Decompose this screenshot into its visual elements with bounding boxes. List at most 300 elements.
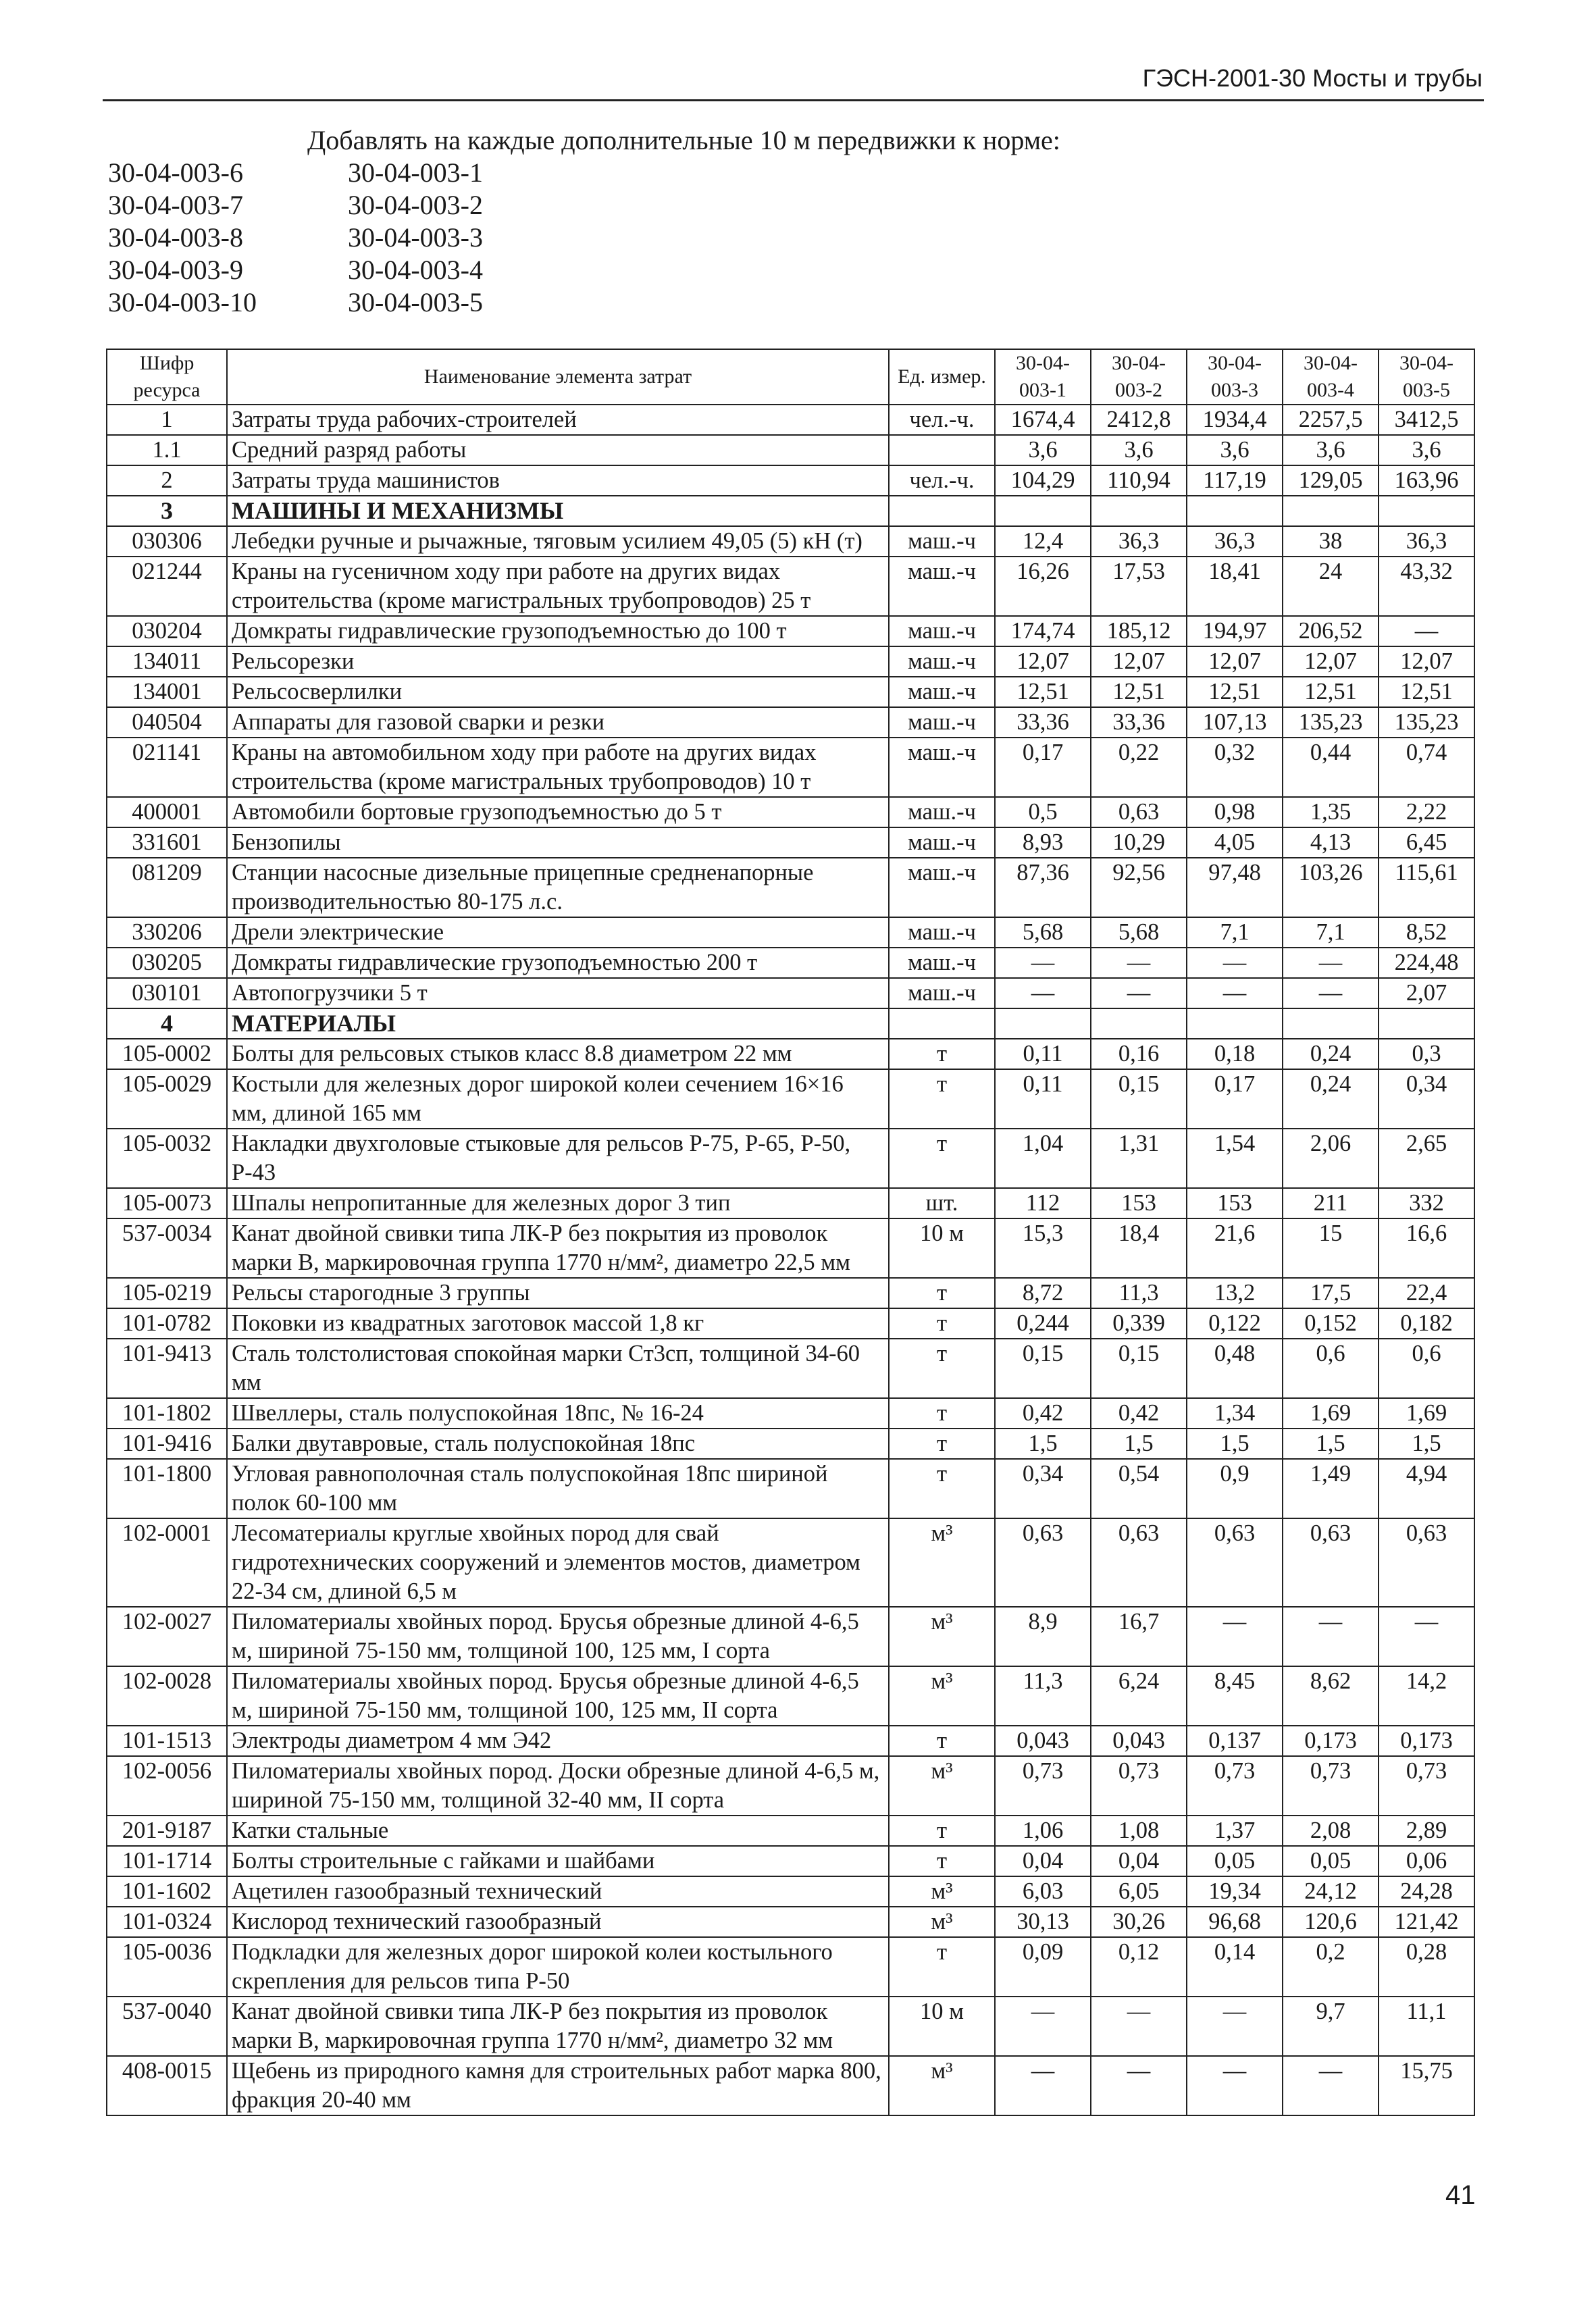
norm-value-5: 2,07: [1379, 978, 1474, 1008]
table-row: [107, 465, 1474, 496]
norm-value-5: 0,6: [1379, 1339, 1474, 1398]
norm-value-5: 8,52: [1379, 917, 1474, 948]
mapping-base: 30-04-003-5: [348, 287, 483, 317]
cost-element-name: Швеллеры, сталь полуспокойная 18пс, № 16-24: [227, 1398, 889, 1429]
norm-value-1: 0,42: [995, 1398, 1091, 1429]
norm-value-1: 0,5: [995, 797, 1091, 827]
table-row: [107, 405, 1474, 435]
norm-value-3: 4,05: [1187, 827, 1283, 858]
norm-value-3: 36,3: [1187, 526, 1283, 557]
norm-value-1: 30,13: [995, 1907, 1091, 1937]
resource-code: 030204: [107, 616, 227, 646]
norm-value-5: 3,6: [1379, 435, 1474, 465]
resource-code: 105-0036: [107, 1937, 227, 1997]
mapping-code: 30-04-003-9: [108, 255, 243, 285]
norm-value-1: 104,29: [995, 465, 1091, 496]
norm-value-3: 194,97: [1187, 616, 1283, 646]
resource-code: 408-0015: [107, 2056, 227, 2115]
unit-cell: маш.-ч: [889, 858, 995, 917]
norm-value-1: 0,04: [995, 1846, 1091, 1876]
norm-value-3: —: [1187, 948, 1283, 978]
resource-code: 021244: [107, 557, 227, 616]
cost-element-name: Рельсорезки: [227, 646, 889, 677]
unit-cell: маш.-ч: [889, 557, 995, 616]
norm-value-2: 185,12: [1091, 616, 1187, 646]
norm-value-1: —: [995, 1997, 1091, 2056]
intro-text: Добавлять на каждые дополнительные 10 м передвижки к норме:: [307, 125, 1060, 155]
norm-value-5: 12,07: [1379, 646, 1474, 677]
norm-value-4: 103,26: [1283, 858, 1379, 917]
norm-value-4: 0,63: [1283, 1518, 1379, 1607]
resource-code: 4: [107, 1008, 227, 1039]
norm-value-4: 211: [1283, 1188, 1379, 1218]
unit-cell: т: [889, 1278, 995, 1308]
mapping-row: [108, 286, 483, 318]
resource-code: 101-1802: [107, 1398, 227, 1429]
cost-element-name: Рельсосверлилки: [227, 677, 889, 707]
section-row: [107, 496, 1474, 526]
resource-code: 101-0324: [107, 1907, 227, 1937]
resource-code: 102-0001: [107, 1518, 227, 1607]
unit-cell: м³: [889, 1756, 995, 1816]
mapping-row: [108, 189, 483, 221]
table-row: [107, 1278, 1474, 1308]
norm-value-3: 117,19: [1187, 465, 1283, 496]
norm-value-1: —: [995, 978, 1091, 1008]
cost-element-name: Болты строительные с гайками и шайбами: [227, 1846, 889, 1876]
norm-value-3: [1187, 1008, 1283, 1039]
norm-value-1: 12,51: [995, 677, 1091, 707]
cost-element-name: Средний разряд работы: [227, 435, 889, 465]
norm-value-2: 92,56: [1091, 858, 1187, 917]
cost-element-name: Электроды диаметром 4 мм Э42: [227, 1726, 889, 1756]
resource-code: 331601: [107, 827, 227, 858]
norm-value-3: 19,34: [1187, 1876, 1283, 1907]
cost-element-name: Кислород технический газообразный: [227, 1907, 889, 1937]
norm-value-1: —: [995, 2056, 1091, 2115]
norm-value-1: 1,06: [995, 1816, 1091, 1846]
header-code: Шифр ресурса: [107, 349, 227, 405]
unit-cell: чел.-ч.: [889, 405, 995, 435]
unit-cell: т: [889, 1398, 995, 1429]
norm-value-4: 17,5: [1283, 1278, 1379, 1308]
unit-cell: т: [889, 1069, 995, 1129]
norm-value-2: 12,07: [1091, 646, 1187, 677]
resource-code: 330206: [107, 917, 227, 948]
norm-value-4: —: [1283, 948, 1379, 978]
norm-value-2: 0,16: [1091, 1039, 1187, 1069]
norm-value-4: 3,6: [1283, 435, 1379, 465]
norm-value-4: 206,52: [1283, 616, 1379, 646]
mapping-row: [108, 222, 483, 253]
norm-value-5: 224,48: [1379, 948, 1474, 978]
cost-element-name: Лесоматериалы круглые хвойных пород для свай гидротехнических сооружений и элементов мостов, диаметром 22-34 см, длиной 6,5 м: [227, 1518, 889, 1607]
norm-value-4: 0,173: [1283, 1726, 1379, 1756]
norm-value-4: 24: [1283, 557, 1379, 616]
unit-cell: маш.-ч: [889, 646, 995, 677]
norm-value-3: 8,45: [1187, 1666, 1283, 1726]
table-row: [107, 1907, 1474, 1937]
norm-value-5: 14,2: [1379, 1666, 1474, 1726]
norm-value-2: 0,04: [1091, 1846, 1187, 1876]
section-row: [107, 1008, 1474, 1039]
norm-value-5: 16,6: [1379, 1218, 1474, 1278]
mapping-code: 30-04-003-6: [108, 157, 243, 188]
norm-value-4: 1,49: [1283, 1459, 1379, 1518]
norm-value-2: 6,05: [1091, 1876, 1187, 1907]
header-rule: [103, 99, 1484, 101]
resource-code: 201-9187: [107, 1816, 227, 1846]
norm-value-3: 1,34: [1187, 1398, 1283, 1429]
unit-cell: шт.: [889, 1188, 995, 1218]
unit-cell: м³: [889, 2056, 995, 2115]
norm-value-3: 0,73: [1187, 1756, 1283, 1816]
norm-value-2: —: [1091, 2056, 1187, 2115]
cost-element-name: Станции насосные дизельные прицепные средненапорные производительностью 80-175 л.с.: [227, 858, 889, 917]
mapping-code: 30-04-003-7: [108, 190, 243, 220]
norm-value-2: 0,63: [1091, 797, 1187, 827]
norm-value-1: 0,17: [995, 738, 1091, 797]
norm-value-5: 0,3: [1379, 1039, 1474, 1069]
resource-code: 101-1602: [107, 1876, 227, 1907]
norm-value-2: 0,15: [1091, 1339, 1187, 1398]
cost-element-name: МАТЕРИАЛЫ: [227, 1008, 889, 1039]
resource-code: 101-0782: [107, 1308, 227, 1339]
norm-value-1: 1,04: [995, 1129, 1091, 1188]
table-row: [107, 797, 1474, 827]
norm-value-5: 0,73: [1379, 1756, 1474, 1816]
norm-value-2: [1091, 1008, 1187, 1039]
norm-value-1: 0,34: [995, 1459, 1091, 1518]
resource-code: 030306: [107, 526, 227, 557]
cost-element-name: Ацетилен газообразный технический: [227, 1876, 889, 1907]
norm-value-5: 3412,5: [1379, 405, 1474, 435]
norm-value-3: 13,2: [1187, 1278, 1283, 1308]
unit-cell: маш.-ч: [889, 948, 995, 978]
resource-code: 105-0029: [107, 1069, 227, 1129]
unit-cell: т: [889, 1459, 995, 1518]
norm-value-4: 7,1: [1283, 917, 1379, 948]
table-row: [107, 1429, 1474, 1459]
unit-cell: 10 м: [889, 1997, 995, 2056]
unit-cell: маш.-ч: [889, 526, 995, 557]
norm-value-5: 6,45: [1379, 827, 1474, 858]
norm-value-3: 0,63: [1187, 1518, 1283, 1607]
table-row: [107, 1069, 1474, 1129]
norm-value-3: —: [1187, 978, 1283, 1008]
norm-value-2: 0,22: [1091, 738, 1187, 797]
unit-cell: маш.-ч: [889, 677, 995, 707]
running-header: ГЭСН-2001-30 Мосты и трубы: [1142, 64, 1483, 92]
resource-code: 021141: [107, 738, 227, 797]
table-row: [107, 616, 1474, 646]
norm-value-3: 12,07: [1187, 646, 1283, 677]
cost-element-name: Краны на автомобильном ходу при работе на других видах строительства (кроме магистральных трубопроводов) 10 т: [227, 738, 889, 797]
norm-value-1: 0,73: [995, 1756, 1091, 1816]
norm-value-5: 2,65: [1379, 1129, 1474, 1188]
norm-value-4: 0,6: [1283, 1339, 1379, 1398]
norm-value-1: 112: [995, 1188, 1091, 1218]
norm-value-1: 16,26: [995, 557, 1091, 616]
unit-cell: маш.-ч: [889, 738, 995, 797]
resource-code: 081209: [107, 858, 227, 917]
resource-code: 3: [107, 496, 227, 526]
resource-code: 134011: [107, 646, 227, 677]
unit-cell: чел.-ч.: [889, 465, 995, 496]
resource-code: 2: [107, 465, 227, 496]
norm-value-4: 0,24: [1283, 1069, 1379, 1129]
resource-code: 134001: [107, 677, 227, 707]
cost-element-name: Краны на гусеничном ходу при работе на других видах строительства (кроме магистральных трубопроводов) 25 т: [227, 557, 889, 616]
cost-element-name: Балки двутавровые, сталь полуспокойная 18пс: [227, 1429, 889, 1459]
table-row: [107, 1816, 1474, 1846]
norm-value-5: 12,51: [1379, 677, 1474, 707]
norm-value-2: —: [1091, 948, 1187, 978]
cost-element-name: Затраты труда рабочих-строителей: [227, 405, 889, 435]
norm-value-2: 0,63: [1091, 1518, 1187, 1607]
norm-value-3: 21,6: [1187, 1218, 1283, 1278]
norm-value-5: 36,3: [1379, 526, 1474, 557]
cost-element-name: Подкладки для железных дорог широкой колеи костыльного скрепления для рельсов типа Р-50: [227, 1937, 889, 1997]
table-row: [107, 707, 1474, 738]
norm-value-4: 38: [1283, 526, 1379, 557]
norm-value-2: 5,68: [1091, 917, 1187, 948]
norm-value-2: 11,3: [1091, 1278, 1187, 1308]
norm-value-1: [995, 1008, 1091, 1039]
table-row: [107, 1129, 1474, 1188]
mapping-base: 30-04-003-4: [348, 255, 483, 285]
norm-value-5: 0,28: [1379, 1937, 1474, 1997]
resource-code: 105-0002: [107, 1039, 227, 1069]
norm-value-4: —: [1283, 2056, 1379, 2115]
resource-code: 105-0219: [107, 1278, 227, 1308]
norm-value-5: 135,23: [1379, 707, 1474, 738]
cost-element-name: Домкраты гидравлические грузоподъемностью до 100 т: [227, 616, 889, 646]
norm-value-2: 2412,8: [1091, 405, 1187, 435]
resource-code: 1.1: [107, 435, 227, 465]
norm-value-1: 0,11: [995, 1039, 1091, 1069]
norm-value-1: 15,3: [995, 1218, 1091, 1278]
table-row: [107, 1339, 1474, 1398]
norm-value-4: 1,35: [1283, 797, 1379, 827]
norm-value-4: —: [1283, 978, 1379, 1008]
norm-value-5: —: [1379, 1607, 1474, 1666]
norm-value-4: 9,7: [1283, 1997, 1379, 2056]
cost-element-name: Рельсы старогодные 3 группы: [227, 1278, 889, 1308]
norm-value-1: 87,36: [995, 858, 1091, 917]
unit-cell: м³: [889, 1607, 995, 1666]
norm-value-2: 36,3: [1091, 526, 1187, 557]
unit-cell: м³: [889, 1666, 995, 1726]
resource-code: 105-0032: [107, 1129, 227, 1188]
norm-value-5: 0,173: [1379, 1726, 1474, 1756]
norm-value-1: 0,15: [995, 1339, 1091, 1398]
resource-code: 400001: [107, 797, 227, 827]
norm-value-2: 18,4: [1091, 1218, 1187, 1278]
norm-value-3: 0,05: [1187, 1846, 1283, 1876]
resource-code: 030205: [107, 948, 227, 978]
norm-value-4: 2,08: [1283, 1816, 1379, 1846]
norm-value-5: —: [1379, 616, 1474, 646]
header-name: Наименование элемента затрат: [227, 349, 889, 405]
norm-value-4: [1283, 1008, 1379, 1039]
unit-cell: т: [889, 1039, 995, 1069]
cost-element-name: Автопогрузчики 5 т: [227, 978, 889, 1008]
norm-value-5: 2,22: [1379, 797, 1474, 827]
norm-value-3: 153: [1187, 1188, 1283, 1218]
norm-value-4: 1,5: [1283, 1429, 1379, 1459]
norm-value-4: 12,07: [1283, 646, 1379, 677]
header-norm-4: 30-04-003-4: [1283, 349, 1379, 405]
table-row: [107, 1846, 1474, 1876]
norm-value-1: —: [995, 948, 1091, 978]
resource-code: 1: [107, 405, 227, 435]
cost-element-name: Щебень из природного камня для строительных работ марка 800, фракция 20-40 мм: [227, 2056, 889, 2115]
norm-value-3: 0,98: [1187, 797, 1283, 827]
unit-cell: [889, 1008, 995, 1039]
norm-value-3: —: [1187, 1607, 1283, 1666]
norm-value-2: 0,043: [1091, 1726, 1187, 1756]
norm-value-2: 0,339: [1091, 1308, 1187, 1339]
unit-cell: т: [889, 1726, 995, 1756]
norm-value-1: 8,9: [995, 1607, 1091, 1666]
norm-value-2: 153: [1091, 1188, 1187, 1218]
resource-code: 040504: [107, 707, 227, 738]
header-norm-3: 30-04-003-3: [1187, 349, 1283, 405]
resource-code: 537-0034: [107, 1218, 227, 1278]
mapping-base: 30-04-003-3: [348, 222, 483, 253]
unit-cell: т: [889, 1846, 995, 1876]
unit-cell: т: [889, 1308, 995, 1339]
norm-value-1: 0,09: [995, 1937, 1091, 1997]
cost-element-name: Автомобили бортовые грузоподъемностью до 5 т: [227, 797, 889, 827]
norm-value-3: [1187, 496, 1283, 526]
table-row: [107, 978, 1474, 1008]
table-row: [107, 738, 1474, 797]
norm-value-2: 12,51: [1091, 677, 1187, 707]
norm-value-3: 1,5: [1187, 1429, 1283, 1459]
cost-element-name: Пиломатериалы хвойных пород. Доски обрезные длиной 4-6,5 м, шириной 75-150 мм, толщиной 32-40 мм, II сорта: [227, 1756, 889, 1816]
table-row: [107, 677, 1474, 707]
norm-value-3: 1934,4: [1187, 405, 1283, 435]
norm-value-4: 135,23: [1283, 707, 1379, 738]
norm-value-5: 1,69: [1379, 1398, 1474, 1429]
resource-code: 030101: [107, 978, 227, 1008]
norm-value-5: 163,96: [1379, 465, 1474, 496]
cost-element-name: Канат двойной свивки типа ЛК-Р без покрытия из проволок марки В, маркировочная группа 1770 н/мм², диаметро 32 мм: [227, 1997, 889, 2056]
norm-value-5: 4,94: [1379, 1459, 1474, 1518]
norm-value-5: 43,32: [1379, 557, 1474, 616]
resource-code: 105-0073: [107, 1188, 227, 1218]
resource-table: [106, 349, 1475, 2116]
resource-code: 537-0040: [107, 1997, 227, 2056]
norm-value-5: 0,06: [1379, 1846, 1474, 1876]
resource-code: 101-1800: [107, 1459, 227, 1518]
resource-code: 102-0027: [107, 1607, 227, 1666]
norm-value-4: 0,44: [1283, 738, 1379, 797]
norm-value-4: 0,152: [1283, 1308, 1379, 1339]
cost-element-name: Дрели электрические: [227, 917, 889, 948]
norm-value-3: 7,1: [1187, 917, 1283, 948]
norm-value-1: 5,68: [995, 917, 1091, 948]
mapping-base: 30-04-003-1: [348, 157, 483, 188]
table-row: [107, 1666, 1474, 1726]
table-row: [107, 917, 1474, 948]
norm-value-3: 0,32: [1187, 738, 1283, 797]
unit-cell: маш.-ч: [889, 797, 995, 827]
norm-value-1: 1,5: [995, 1429, 1091, 1459]
norm-value-3: 1,37: [1187, 1816, 1283, 1846]
norm-value-3: 107,13: [1187, 707, 1283, 738]
norm-value-4: 2257,5: [1283, 405, 1379, 435]
norm-value-5: [1379, 496, 1474, 526]
norm-value-1: 12,4: [995, 526, 1091, 557]
norm-value-1: 3,6: [995, 435, 1091, 465]
cost-element-name: Болты для рельсовых стыков класс 8.8 диаметром 22 мм: [227, 1039, 889, 1069]
norm-value-4: 0,2: [1283, 1937, 1379, 1997]
norm-value-4: 0,73: [1283, 1756, 1379, 1816]
norm-value-2: 110,94: [1091, 465, 1187, 496]
norm-value-1: 11,3: [995, 1666, 1091, 1726]
table-row: [107, 435, 1474, 465]
unit-cell: маш.-ч: [889, 978, 995, 1008]
table-row: [107, 557, 1474, 616]
norm-value-3: 0,122: [1187, 1308, 1283, 1339]
cost-element-name: Бензопилы: [227, 827, 889, 858]
norm-value-3: 0,18: [1187, 1039, 1283, 1069]
unit-cell: маш.-ч: [889, 616, 995, 646]
table-row: [107, 1876, 1474, 1907]
cost-element-name: Шпалы непропитанные для железных дорог 3 тип: [227, 1188, 889, 1218]
norm-value-2: 0,42: [1091, 1398, 1187, 1429]
table-row: [107, 1756, 1474, 1816]
unit-cell: м³: [889, 1907, 995, 1937]
unit-cell: т: [889, 1129, 995, 1188]
mapping-code: 30-04-003-10: [108, 287, 257, 317]
norm-value-2: 33,36: [1091, 707, 1187, 738]
resource-code: 102-0056: [107, 1756, 227, 1816]
norm-value-3: 96,68: [1187, 1907, 1283, 1937]
header-norm-5: 30-04-003-5: [1379, 349, 1474, 405]
norm-value-3: 3,6: [1187, 435, 1283, 465]
norm-value-5: 22,4: [1379, 1278, 1474, 1308]
header-unit: Ед. измер.: [889, 349, 995, 405]
norm-value-3: 0,137: [1187, 1726, 1283, 1756]
cost-element-name: Домкраты гидравлические грузоподъемностью 200 т: [227, 948, 889, 978]
norm-value-1: 0,244: [995, 1308, 1091, 1339]
norm-value-4: 15: [1283, 1218, 1379, 1278]
table-row: [107, 1308, 1474, 1339]
norm-value-3: 18,41: [1187, 557, 1283, 616]
norm-value-2: 0,12: [1091, 1937, 1187, 1997]
mapping-row: [108, 254, 483, 286]
table-row: [107, 646, 1474, 677]
resource-code: 101-9416: [107, 1429, 227, 1459]
cost-element-name: Пиломатериалы хвойных пород. Брусья обрезные длиной 4-6,5 м, шириной 75-150 мм, толщиной 100, 125 мм, II сорта: [227, 1666, 889, 1726]
norm-value-3: 0,9: [1187, 1459, 1283, 1518]
norm-value-4: 1,69: [1283, 1398, 1379, 1429]
norm-value-4: 0,24: [1283, 1039, 1379, 1069]
norm-value-1: 8,72: [995, 1278, 1091, 1308]
norm-value-2: 0,54: [1091, 1459, 1187, 1518]
norm-value-2: 0,73: [1091, 1756, 1187, 1816]
norm-value-2: 6,24: [1091, 1666, 1187, 1726]
cost-element-name: Поковки из квадратных заготовок массой 1,8 кг: [227, 1308, 889, 1339]
table-row: [107, 1398, 1474, 1429]
norm-value-4: 12,51: [1283, 677, 1379, 707]
norm-value-3: —: [1187, 1997, 1283, 2056]
table-row: [107, 1459, 1474, 1518]
